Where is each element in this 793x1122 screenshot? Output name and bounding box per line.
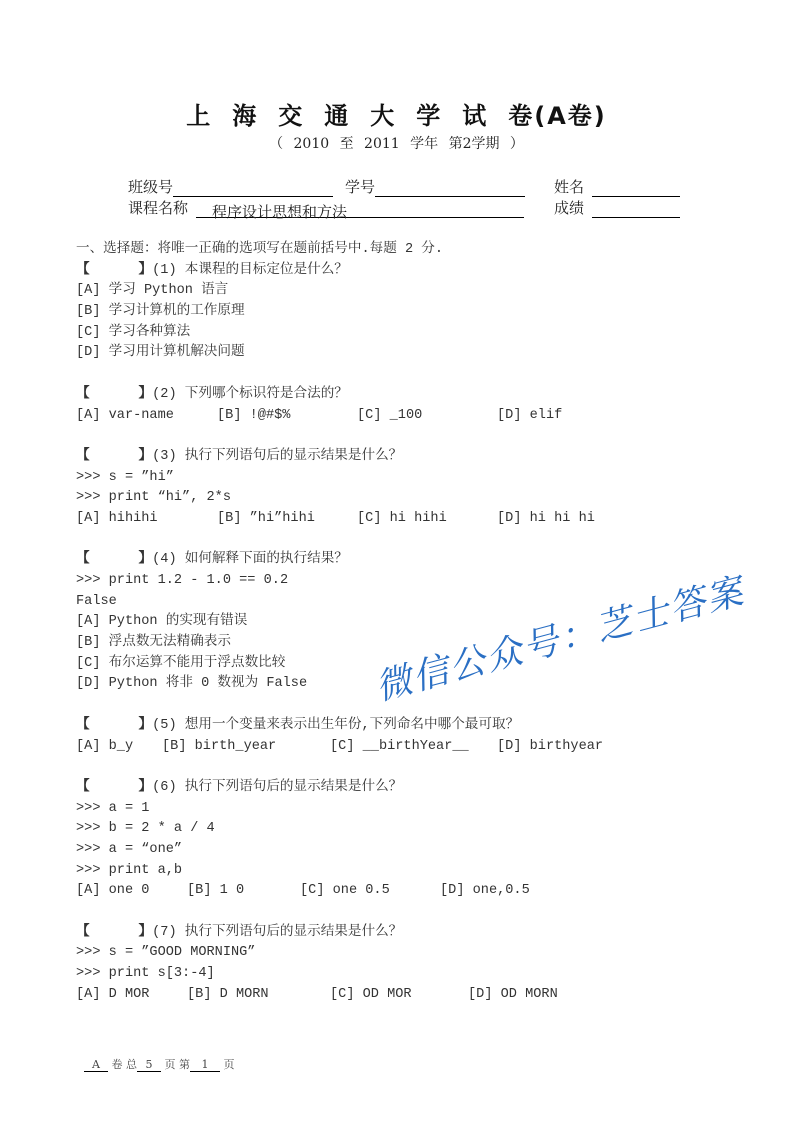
option: [C] one 0.5 [300,883,390,899]
option: [C] OD MOR [330,986,412,1002]
code-line: >>> b = 2 * a / 4 [76,821,215,837]
option: [A] var-name [76,407,174,423]
total-pages: 5 [137,1058,161,1072]
question-6 [76,778,736,902]
score-blank [592,201,680,218]
name-field [554,176,680,197]
option: [B] birth_year [162,738,277,754]
option: [B] D MORN [187,986,269,1002]
class-field [128,176,333,197]
option: [B] 学习计算机的工作原理 [76,304,245,320]
answer-bracket: 【 】 [76,386,153,402]
option: [D] hi hi hi [497,510,595,526]
option: [A] Python 的实现有错误 [76,614,248,630]
option: [A] hihihi [76,510,158,526]
name-label: 姓名 [554,178,585,196]
question-text: (1) 本课程的目标定位是什么？ [152,262,348,278]
course-field [128,197,524,221]
question-7 [76,923,736,1006]
watermark: 微信公众号：芝士答案 [371,570,749,709]
option: [B] 1 0 [187,883,245,899]
course-label: 课程名称 [128,199,189,217]
class-blank [173,180,333,197]
question-text: (7) 执行下列语句后的显示结果是什么？ [152,924,403,940]
code-line: >>> s = ”hi” [76,469,174,485]
code-line: >>> a = 1 [76,800,150,816]
option: [D] Python 将非 0 数视为 False [76,676,308,692]
course-blank [196,201,524,221]
class-label: 班级号 [128,178,174,196]
code-line: False [76,593,117,609]
code-line: >>> print “hi”, 2*s [76,490,231,506]
question-1 [76,261,736,364]
option: [A] b_y [76,738,134,754]
score-label: 成绩 [554,199,585,217]
name-blank [592,180,680,197]
option: [B] ”hi”hihi [217,510,315,526]
code-line: >>> print a,b [76,862,183,878]
course-value: 程序设计思想和方法 [212,203,348,221]
answer-bracket: 【 】 [76,924,153,940]
option: [C] hi hihi [357,510,447,526]
title-main: 上海交通大学试 [186,102,509,130]
option: [D] one,0.5 [440,883,530,899]
student-id-field [345,176,525,197]
answer-bracket: 【 】 [76,262,153,278]
question-text: (3) 执行下列语句后的显示结果是什么？ [152,448,403,464]
page-footer [84,1056,235,1072]
option: [D] 学习用计算机解决问题 [76,345,245,361]
section-title: 一、选择题：将唯一正确的选项写在题前括号中.每题 2 分. [76,242,444,257]
question-3 [76,447,736,530]
student-id-blank [375,180,525,197]
question-text: (6) 执行下列语句后的显示结果是什么？ [152,779,403,795]
option: [D] OD MORN [468,986,558,1002]
question-text: (4) 如何解释下面的执行结果？ [152,552,348,568]
code-line: >>> s = ”GOOD MORNING” [76,945,256,961]
option: [B] 浮点数无法精确表示 [76,635,231,651]
answer-bracket: 【 】 [76,717,153,733]
page-number: 1 [190,1058,220,1072]
question-2 [76,385,736,426]
option: [D] elif [497,407,563,423]
answer-bracket: 【 】 [76,779,153,795]
option: [C] 学习各种算法 [76,324,191,340]
student-id-label: 学号 [345,178,376,196]
footer-text: 页 第 [161,1058,190,1071]
option: [C] _100 [357,407,423,423]
question-text: (2) 下列哪个标识符是合法的？ [152,386,348,402]
footer-text: 卷 总 [108,1058,137,1071]
exam-title [0,96,793,131]
paper-version: A [84,1058,108,1072]
question-5 [76,716,736,757]
option: [A] 学习 Python 语言 [76,283,229,299]
option: [C] __birthYear__ [330,738,469,754]
option: [C] 布尔运算不能用于浮点数比较 [76,655,286,671]
option: [A] D MOR [76,986,150,1002]
code-line: >>> a = “one” [76,841,183,857]
answer-bracket: 【 】 [76,448,153,464]
option: [D] birthyear [497,738,604,754]
code-line: >>> print s[3:-4] [76,966,215,982]
code-line: >>> print 1.2 - 1.0 == 0.2 [76,573,289,588]
answer-bracket: 【 】 [76,552,153,568]
title-suffix: 卷(A卷) [508,102,607,130]
footer-text: 页 [220,1058,235,1071]
question-text: (5) 想用一个变量来表示出生年份,下列命名中哪个最可取？ [152,717,520,733]
option: [B] !@#$% [217,407,291,423]
option: [A] one 0 [76,883,150,899]
score-field [554,197,680,218]
semester-subtitle: （ 2010 至 2011 学年 第2学期 ） [269,136,524,152]
